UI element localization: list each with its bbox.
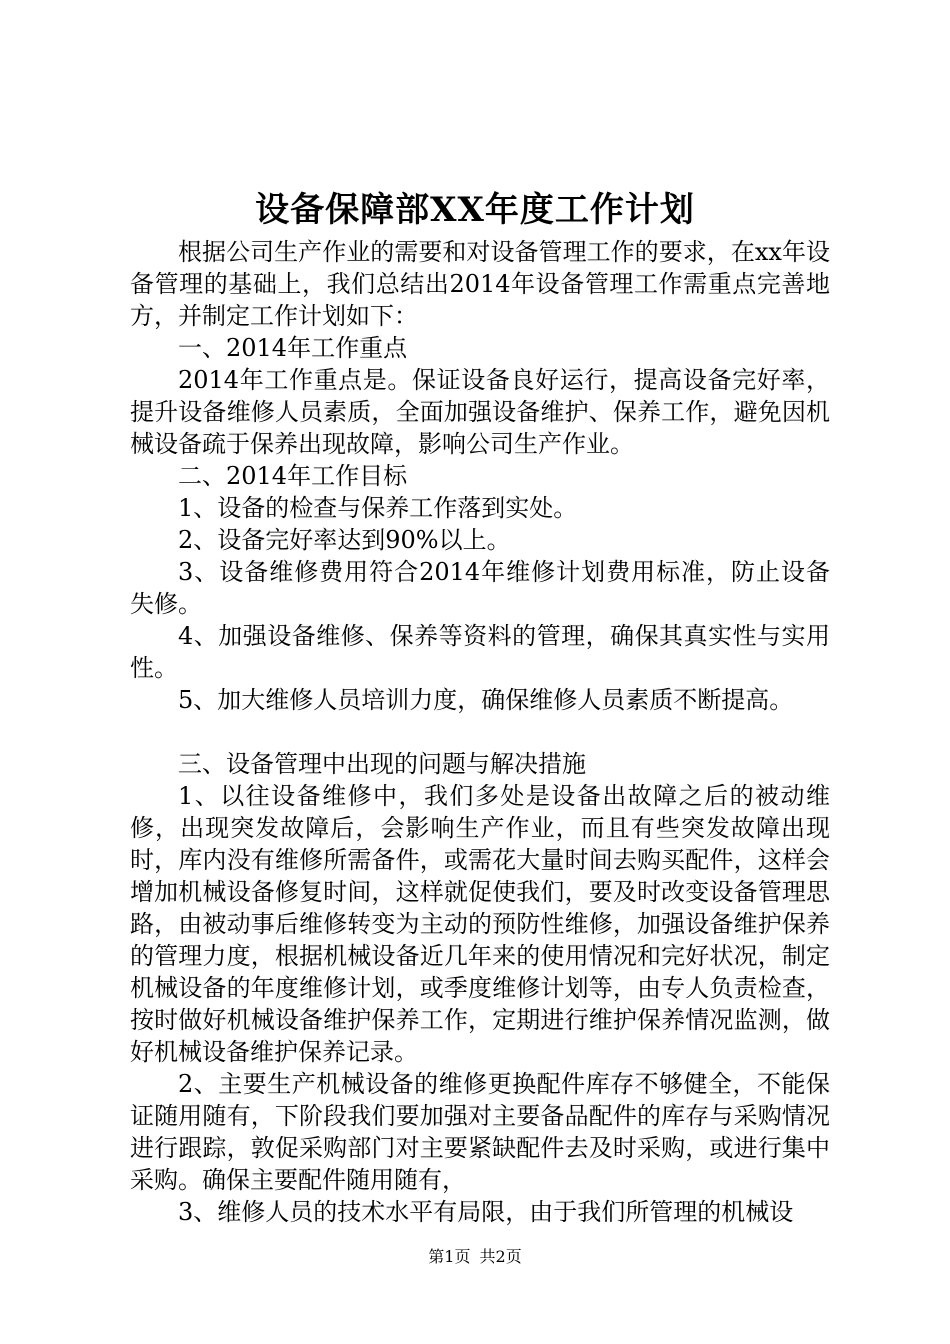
issue-item: 2、主要生产机械设备的维修更换配件库存不够健全，不能保证随用随有，下阶段我们要加强对主要备品配件的库存与采购情况进行跟踪，敦促采购部门对主要紧缺配件去及时采购，或进行集中采购。确保主要配件随用随有，	[130, 1070, 830, 1194]
goal-item: 1、设备的检查与保养工作落到实处。	[178, 494, 578, 522]
paragraph-spacer	[130, 716, 830, 748]
goal-item: 5、加大维修人员培训力度，确保维修人员素质不断提高。	[178, 686, 794, 714]
section-heading-2: 二、2014年工作目标	[178, 462, 408, 490]
section-heading-3: 三、设备管理中出现的问题与解决措施	[178, 750, 586, 778]
issue-item: 1、以往设备维修中，我们多处是设备出故障之后的被动维修，出现突发故障后，会影响生产作业，而且有些突发故障出现时，库内没有维修所需备件，或需花大量时间去购买配件，这样会增加机械设备修复时间，这样就促使我们，要及时改变设备管理思路，由被动事后维修转变为主动的预防性维修，加强设备维护保养的管理力度，根据机械设备近几年来的使用情况和完好状况，制定机械设备的年度维修计划，或季度维修计划等，由专人负责检查，按时做好机械设备维护保养工作，定期进行维护保养情况监测，做好机械设备维护保养记录。	[130, 782, 830, 1066]
goal-item: 3、设备维修费用符合2014年维修计划费用标准，防止设备失修。	[130, 558, 830, 618]
issue-item: 3、维修人员的技术水平有局限，由于我们所管理的机械设	[178, 1198, 794, 1226]
goal-item: 2、设备完好率达到90%以上。	[178, 526, 511, 554]
page-number: 第1页	[428, 1247, 471, 1266]
page-title: 设备保障部XX年度工作计划	[255, 190, 695, 230]
intro-paragraph: 根据公司生产作业的需要和对设备管理工作的要求，在xx年设备管理的基础上，我们总结出2014年设备管理工作需重点完善地方，并制定工作计划如下：	[130, 238, 830, 330]
page-total: 共2页	[479, 1247, 522, 1266]
goal-item: 4、加强设备维修、保养等资料的管理，确保其真实性与实用性。	[130, 622, 830, 682]
section-1-paragraph: 2014年工作重点是。保证设备良好运行，提高设备完好率，提升设备维修人员素质，全面加强设备维护、保养工作，避免因机械设备疏于保养出现故障，影响公司生产作业。	[130, 366, 830, 458]
page-footer	[0, 1246, 950, 1268]
section-heading-1: 一、2014年工作重点	[178, 334, 408, 362]
document-body	[130, 236, 830, 1228]
